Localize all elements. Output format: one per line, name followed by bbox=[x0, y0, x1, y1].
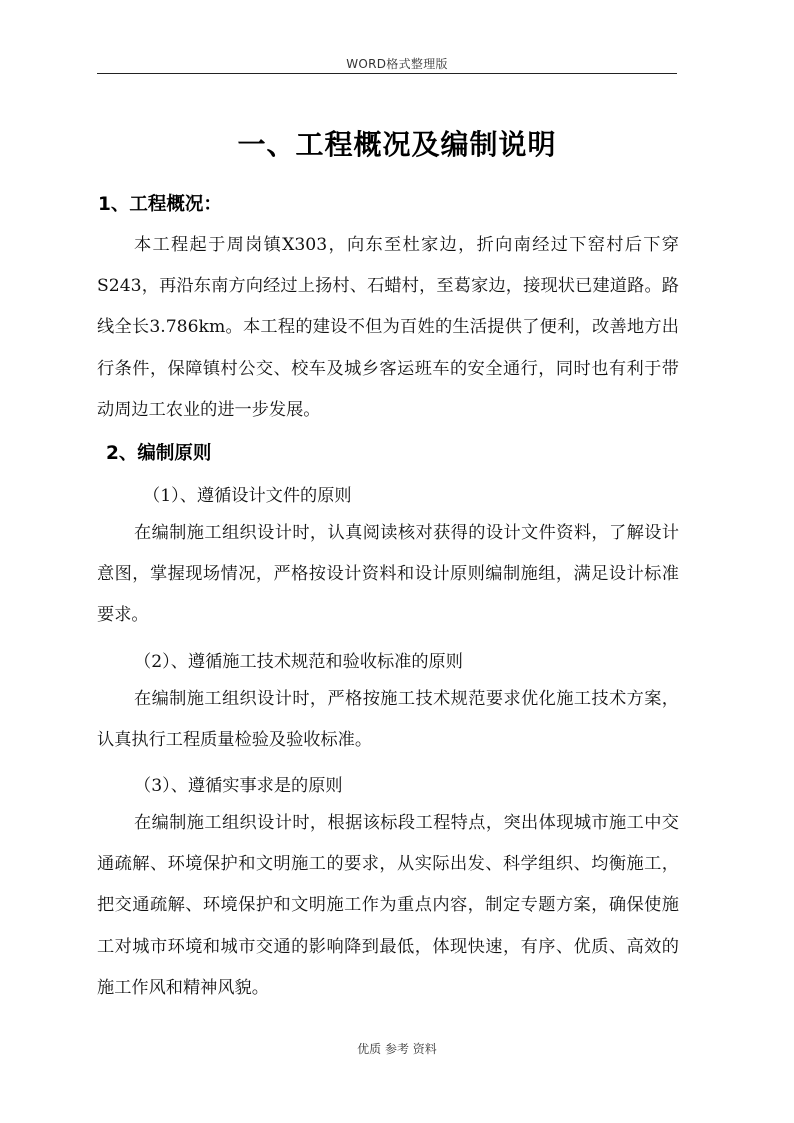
overview-paragraph: 本工程起于周岗镇X303，向东至杜家边，折向南经过下窑村后下穿S243，再沿东南方向经过上扬村、石蜡村，至葛家边，接现状已建道路。路线全长3.786km。本工程的建设不但为百姓的生活提供了便利，改善地方出行条件，保障镇村公交、校车及城乡客运班车的安全通行，同时也有利于带动周边工农业的进一步发展。 bbox=[97, 235, 679, 420]
principle-1-paragraph: 在编制施工组织设计时，认真阅读核对获得的设计文件资料，了解设计意图，掌握现场情况，严格按设计资料和设计原则编制施组，满足设计标准要求。 bbox=[97, 523, 679, 626]
header-divider bbox=[97, 73, 677, 74]
page-footer: 优质 参考 资料 bbox=[357, 1042, 437, 1056]
principle-2-paragraph: 在编制施工组织设计时，严格按施工技术规范要求优化施工技术方案，认真执行工程质量检验及验收标准。 bbox=[97, 689, 679, 751]
page-header: WORD格式整理版 bbox=[346, 57, 448, 71]
principle-3-label: （3）、遵循实事求是的原则 bbox=[134, 776, 343, 796]
principle-2-label: （2）、遵循施工技术规范和验收标准的原则 bbox=[134, 652, 463, 672]
principle-1-label: （1）、遵循设计文件的原则 bbox=[143, 486, 352, 506]
principle-3-paragraph: 在编制施工组织设计时，根据该标段工程特点，突出体现城市施工中交通疏解、环境保护和文明施工的要求，从实际出发、科学组织、均衡施工，把交通疏解、环境保护和文明施工作为重点内容，制定专题方案，确保使施工对城市环境和城市交通的影响降到最低，体现快速，有序、优质、高效的施工作风和精神风貌。 bbox=[97, 813, 679, 998]
section-heading-overview: 1、工程概况： bbox=[98, 194, 222, 215]
page-title: 一、工程概况及编制说明 bbox=[237, 128, 557, 161]
section-heading-principles: 2、编制原则 bbox=[106, 443, 212, 464]
